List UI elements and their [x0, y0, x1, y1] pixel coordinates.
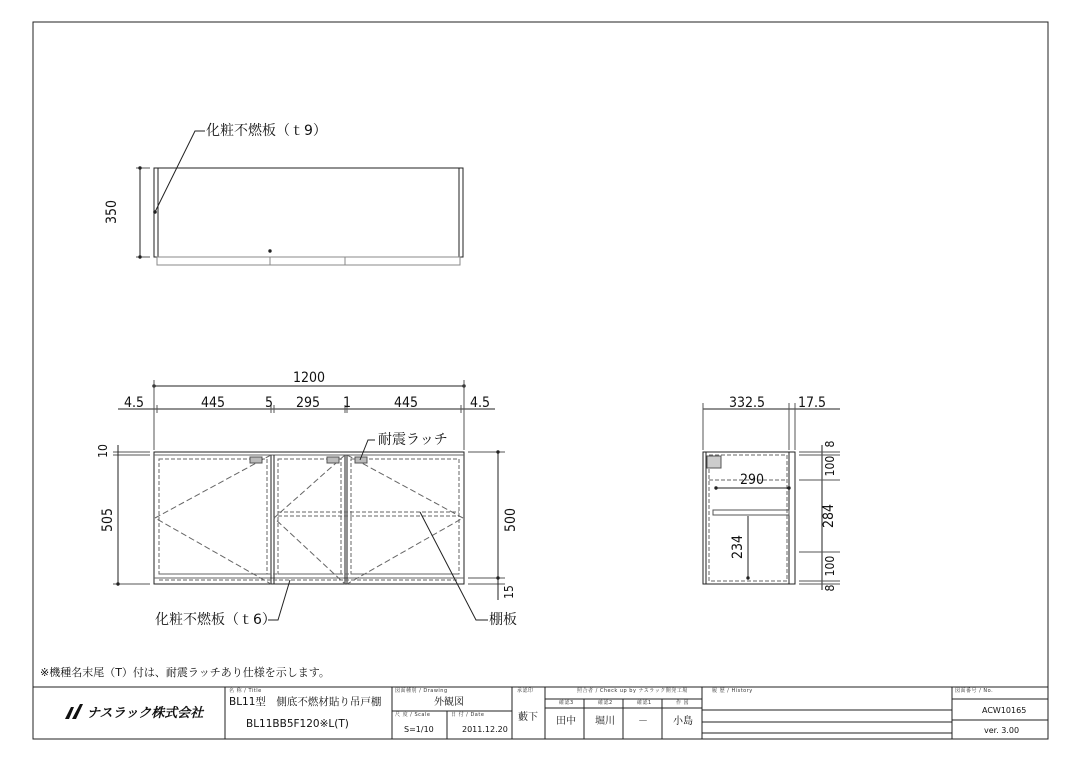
checker1-name: 田中 — [556, 716, 576, 727]
check3-caption: 確認1 — [637, 700, 652, 706]
drawing-number: ACW10165 — [982, 706, 1027, 715]
shelf-label: 棚板 — [489, 612, 517, 628]
date-caption: 日 付 / Date — [451, 712, 485, 718]
dim-side-lower: 100 — [823, 555, 837, 577]
side-view — [703, 403, 840, 590]
check-caption: 照合者 / Check up by ナスラック開発工場 — [577, 688, 688, 694]
dim-side-upper: 100 — [823, 455, 837, 477]
version-number: ver. 3.00 — [984, 726, 1020, 735]
scale-caption: 尺 度 / Scale — [395, 712, 431, 718]
check1-caption: 確認3 — [559, 700, 574, 706]
title-caption: 名 称 / Title — [229, 688, 262, 694]
front-view — [113, 380, 505, 620]
dim-gap1: 5 — [265, 395, 274, 411]
company-logo-mark — [65, 704, 83, 719]
sheet-border — [33, 22, 1048, 739]
drawing-type-caption: 図面種別 / Drawing — [395, 688, 448, 694]
company-name: ナスラック株式会社 — [87, 706, 204, 721]
history-caption: 履 歴 / History — [712, 688, 753, 694]
dim-side-bottom: 8 — [823, 584, 837, 592]
dim-gap2: 1 — [343, 395, 352, 411]
approver-name: 藪下 — [518, 712, 538, 723]
dim-bay3: 445 — [394, 395, 419, 411]
dim-bottom-thick: 15 — [502, 585, 516, 599]
drawing-no-caption: 図面番号 / No. — [955, 688, 994, 694]
dim-side-top: 8 — [823, 440, 837, 448]
dim-left-edge: 4.5 — [124, 395, 145, 411]
spec-note: ※機種名末尾（T）付は、耐震ラッチあり仕様を示します。 — [40, 666, 330, 679]
dim-bay1: 445 — [201, 395, 226, 411]
dim-right-edge: 4.5 — [470, 395, 491, 411]
dim-shelf-depth: 290 — [740, 472, 765, 488]
dim-bay2: 295 — [296, 395, 321, 411]
checker3-name: － — [638, 716, 648, 727]
dim-top-height: 350 — [104, 199, 120, 225]
dim-inner-height: 500 — [503, 507, 519, 533]
dim-shelf-height: 234 — [730, 534, 746, 560]
dim-front-height: 505 — [100, 507, 116, 533]
check2-caption: 確認2 — [598, 700, 613, 706]
dim-side-depth: 332.5 — [729, 395, 766, 411]
bottom-panel-label: 化粧不燃板（ｔ6） — [155, 612, 276, 628]
checker2-name: 堀川 — [595, 716, 615, 727]
author-name: 小島 — [673, 716, 693, 727]
date-value: 2011.12.20 — [462, 725, 508, 734]
model-number: BL11BB5F120※L(T) — [246, 718, 349, 730]
dim-top-thick: 10 — [96, 444, 110, 458]
approval-caption: 承認印 — [517, 688, 534, 694]
drawing-type: 外観図 — [434, 697, 464, 708]
title-text: BL11型 側底不燃材貼り吊戸棚 — [229, 696, 382, 708]
dim-side-back: 17.5 — [798, 395, 827, 411]
author-caption: 作 図 — [676, 700, 690, 706]
top-view — [136, 131, 463, 265]
top-view-panel-label: 化粧不燃板（ｔ9） — [206, 123, 327, 139]
scale-value: S=1/10 — [404, 725, 434, 734]
latch-label: 耐震ラッチ — [378, 432, 448, 448]
dim-side-mid: 284 — [821, 503, 837, 529]
dim-overall-width: 1200 — [293, 370, 326, 386]
